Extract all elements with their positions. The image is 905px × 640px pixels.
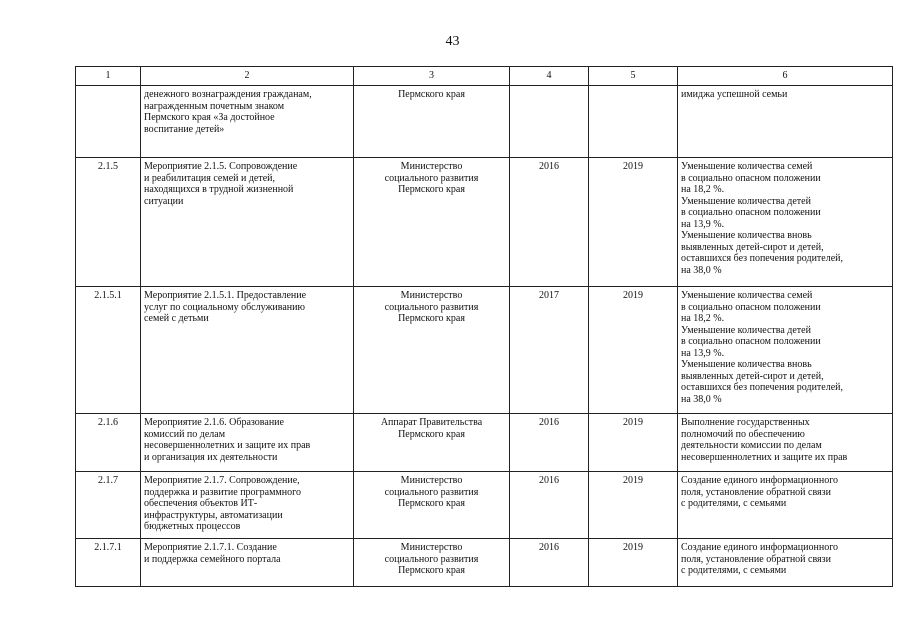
start-year: 2016 (510, 158, 589, 287)
end-year: 2019 (589, 287, 678, 414)
start-year: 2016 (510, 414, 589, 472)
expected-result: Создание единого информационного поля, установление обратной связи с родителями, с семьями (678, 539, 893, 587)
start-year: 2016 (510, 472, 589, 539)
row-number: 2.1.7 (76, 472, 141, 539)
measure-name: Мероприятие 2.1.5.1. Предоставление услуг по социальному обслуживанию семей с детьми (141, 287, 354, 414)
end-year (589, 86, 678, 158)
executor: Министерство социального развития Пермского края (354, 539, 510, 587)
header-col-1: 1 (76, 67, 141, 86)
row-number: 2.1.5 (76, 158, 141, 287)
row-number: 2.1.7.1 (76, 539, 141, 587)
expected-result: имиджа успешной семьи (678, 86, 893, 158)
header-col-5: 5 (589, 67, 678, 86)
start-year (510, 86, 589, 158)
header-col-4: 4 (510, 67, 589, 86)
expected-result: Создание единого информационного поля, установление обратной связи с родителями, с семьями (678, 472, 893, 539)
expected-result: Выполнение государственных полномочий по обеспечению деятельности комиссии по делам несовершеннолетних и защите их прав (678, 414, 893, 472)
end-year: 2019 (589, 158, 678, 287)
measure-name: денежного вознаграждения гражданам, награжденным почетным знаком Пермского края «За достойное воспитание детей» (141, 86, 354, 158)
header-col-3: 3 (354, 67, 510, 86)
expected-result: Уменьшение количества семей в социально опасном положении на 18,2 %. Уменьшение количества детей в социально опасном положении на 13,9 %. Уменьшение количества вновь выявленных детей-сирот и детей, оставшихся без попечения родителей, на 38,0 % (678, 287, 893, 414)
executor: Министерство социального развития Пермского края (354, 287, 510, 414)
table-row (76, 287, 893, 414)
row-number: 2.1.5.1 (76, 287, 141, 414)
executor: Министерство социального развития Пермского края (354, 472, 510, 539)
end-year: 2019 (589, 472, 678, 539)
end-year: 2019 (589, 414, 678, 472)
table-row (76, 86, 893, 158)
start-year: 2017 (510, 287, 589, 414)
end-year: 2019 (589, 539, 678, 587)
table-row (76, 414, 893, 472)
program-table (75, 66, 893, 587)
row-number: 2.1.6 (76, 414, 141, 472)
header-col-2: 2 (141, 67, 354, 86)
page-number: 43 (445, 34, 460, 49)
table-header-row (76, 67, 893, 86)
executor: Аппарат Правительства Пермского края (354, 414, 510, 472)
table-row (76, 472, 893, 539)
header-col-6: 6 (678, 67, 893, 86)
start-year: 2016 (510, 539, 589, 587)
executor: Пермского края (354, 86, 510, 158)
row-number (76, 86, 141, 158)
table-row (76, 158, 893, 287)
table-row (76, 539, 893, 587)
measure-name: Мероприятие 2.1.6. Образование комиссий по делам несовершеннолетних и защите их прав и организация их деятельности (141, 414, 354, 472)
measure-name: Мероприятие 2.1.5. Сопровождение и реабилитация семей и детей, находящихся в трудной жизненной ситуации (141, 158, 354, 287)
measure-name: Мероприятие 2.1.7. Сопровождение, поддержка и развитие программного обеспечения объектов ИТ- инфраструктуры, автоматизации бюджетных процессов (141, 472, 354, 539)
expected-result: Уменьшение количества семей в социально опасном положении на 18,2 %. Уменьшение количества детей в социально опасном положении на 13,9 %. Уменьшение количества вновь выявленных детей-сирот и детей, оставшихся без попечения родителей, на 38,0 % (678, 158, 893, 287)
executor: Министерство социального развития Пермского края (354, 158, 510, 287)
measure-name: Мероприятие 2.1.7.1. Создание и поддержка семейного портала (141, 539, 354, 587)
